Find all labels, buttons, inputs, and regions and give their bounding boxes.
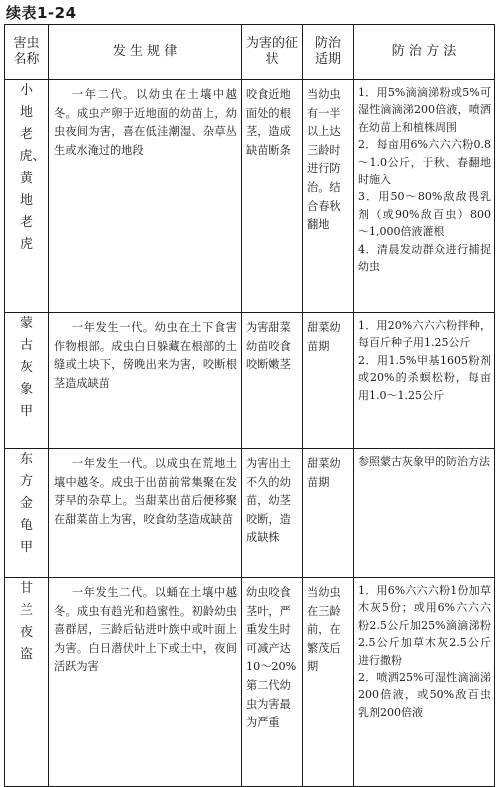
pattern-cell: 一年二代。以幼虫在土壤中越冬。成虫产卵于近地面的幼苗上，幼虫夜间为害，喜在低洼潮湿、杂草丛生或水淹过的地段 (49, 80, 242, 313)
table-header-row (5, 25, 495, 80)
period-cell: 甜菜幼苗期 (303, 313, 354, 449)
table-row (5, 80, 495, 313)
method-item: 1．用6%六六六粉1份加草木灰5份；或用6%六六六粉2.5公斤加25%滴滴涕粉2.5公斤加草木灰2.5公斤进行撒粉 (358, 584, 491, 667)
pest-name-cell: 甘兰夜盗 (5, 578, 49, 787)
symptom-cell: 为害甜菜幼苗咬食咬断嫩茎 (242, 313, 303, 449)
pattern-cell: 一年发生一代。以成虫在荒地土壤中越冬。成虫于出苗前常集聚在发芽早的杂草上。当甜菜出苗后便移聚在甜菜苗上为害，咬食幼茎造成缺苗 (49, 449, 242, 578)
symptom-cell: 咬食近地面处的根茎，造成缺苗断条 (242, 80, 303, 313)
pest-control-table (4, 24, 495, 787)
header-period: 防治适期 (303, 25, 354, 80)
method-cell (354, 313, 495, 449)
header-symptom: 为害的征状 (242, 25, 303, 80)
method-item: 参照蒙古灰象甲的防治方法 (358, 455, 490, 468)
period-cell: 当幼虫有一半以上达三龄时进行防治。结合春秋翻地 (303, 80, 354, 313)
table-row (5, 449, 495, 578)
symptom-cell: 幼虫咬食茎叶，严重发生时可减产达10～20% 第二代幼虫为害最为严重 (242, 578, 303, 787)
header-method: 防 治 方 法 (354, 25, 495, 80)
method-cell (354, 80, 495, 313)
pattern-cell: 一年发生二代。以蛹在土壤中越冬。成虫有趋光和趋蜜性。初龄幼虫喜群居，三龄后钻进叶族中或叶面上为害。白日潜伏叶上下或土中，夜间活跃为害 (49, 578, 242, 787)
method-cell (354, 578, 495, 787)
period-cell: 当幼虫在三龄前，在繁茂后期 (303, 578, 354, 787)
method-item: 1．用5%滴滴涕粉或5%可湿性滴滴涕200倍液，喷洒在幼苗上和植株周围 (358, 86, 491, 134)
method-item: 2．每亩用6%六六六粉0.8～1.0公斤，于秋、春翻地时施入 (358, 138, 491, 187)
method-item: 3．用50～80%敌敌畏乳剂（或90%敌百虫）800～1,000倍液灌根 (358, 190, 491, 239)
method-item: 2．喷洒25%可湿性滴滴涕200倍液，或50%敌百虫乳剂200倍液 (358, 671, 491, 719)
pest-name-cell: 小地老虎、黄地老虎 (5, 80, 49, 313)
symptom-cell: 为害出土不久的幼苗，幼茎咬断，造成缺株 (242, 449, 303, 578)
page-label: 续表1-24 (6, 4, 77, 22)
header-pattern: 发 生 规 律 (49, 25, 242, 80)
pest-name-cell: 东方金龟甲 (5, 449, 49, 578)
table-row (5, 578, 495, 787)
table-row (5, 313, 495, 449)
method-item: 2．用1.5%甲基1605粉剂或20%的杀螟松粉，每亩用1.0～1.25公斤 (358, 353, 491, 402)
method-cell (354, 449, 495, 578)
period-cell: 甜菜幼苗期 (303, 449, 354, 578)
pest-name-cell: 蒙古灰象甲 (5, 313, 49, 449)
method-item: 1．用20%六六六粉拌种，每百斤种子用1.25公斤 (358, 319, 491, 350)
pattern-cell: 一年发生一代。幼虫在土下食害作物根部。成虫白日躲藏在根部的土缝或土块下，傍晚出来为害，咬断根茎造成缺苗 (49, 313, 242, 449)
header-name: 害虫名称 (5, 25, 49, 80)
method-item: 4．清晨发动群众进行捕捉幼虫 (358, 242, 491, 274)
